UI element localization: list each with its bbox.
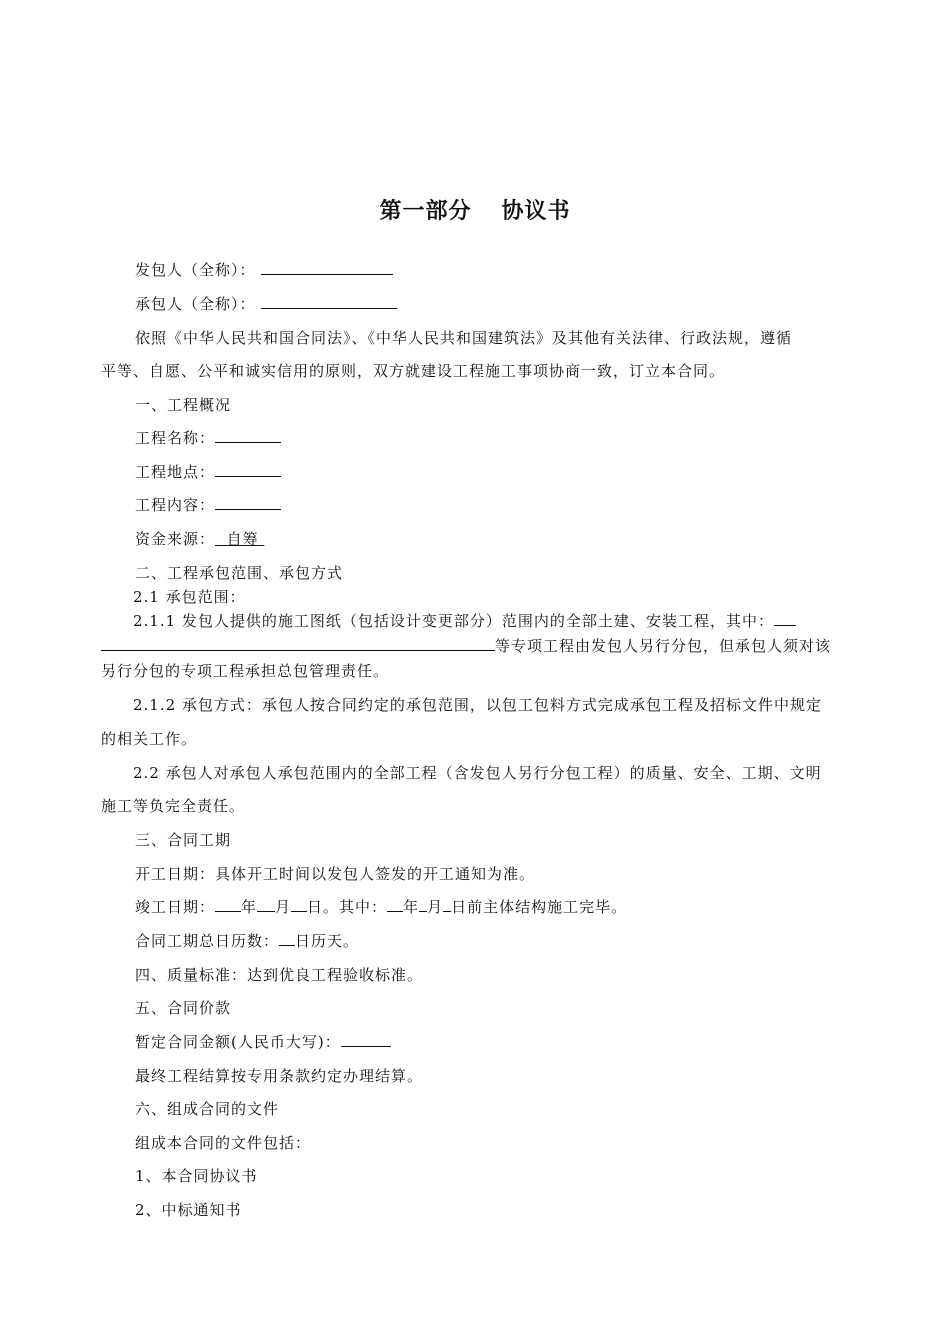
scope-heading: 2.1 承包范围： xyxy=(133,588,246,606)
contract-amount-line xyxy=(135,1032,391,1052)
project-location-label: 工程地点： xyxy=(135,463,216,481)
s211-line-1 xyxy=(133,611,796,631)
settlement-line: 最终工程结算按专用条款约定办理结算。 xyxy=(135,1067,424,1085)
finish-month-blank xyxy=(257,897,275,912)
funding-label: 资金来源： xyxy=(135,530,216,548)
s211-blank-a xyxy=(774,611,796,626)
s211-blank-b xyxy=(101,636,495,651)
structure-tail: 日前主体结构施工完毕。 xyxy=(451,898,628,916)
structure-month-unit: 月 xyxy=(427,898,444,916)
funding-value xyxy=(215,530,264,548)
basis-line-2: 平等、自愿、公平和诚实信用的原则，双方就建设工程施工事项协商一致，订立本合同。 xyxy=(101,362,726,380)
structure-day-blank xyxy=(443,897,451,912)
contract-amount-label: 暂定合同金额(人民币大写)： xyxy=(135,1033,341,1051)
s211-suffix: 等专项工程由发包人另行分包，但承包人须对该 xyxy=(495,637,832,655)
structure-month-blank xyxy=(419,897,427,912)
section2-heading: 二、工程承包范围、承包方式 xyxy=(135,564,344,582)
document-item: 2、中标通知书 xyxy=(135,1201,242,1219)
contractor-blank xyxy=(261,294,397,309)
start-date-line: 开工日期：具体开工时间以发包人签发的开工通知为准。 xyxy=(135,865,536,883)
employer-label: 发包人（全称）： xyxy=(135,261,256,279)
page-title xyxy=(0,194,950,225)
finish-year-blank xyxy=(215,897,241,912)
finish-year-unit: 年 xyxy=(241,898,258,916)
total-days-blank xyxy=(279,931,295,946)
contractor-label: 承包人（全称）： xyxy=(135,295,256,313)
section3-heading: 三、合同工期 xyxy=(135,831,232,849)
section5-heading: 五、合同价款 xyxy=(135,999,232,1017)
s212-line-2: 的相关工作。 xyxy=(101,730,198,748)
funding-value-text: 自筹 xyxy=(226,530,259,548)
document-item: 1、本合同协议书 xyxy=(135,1167,258,1185)
project-content-blank xyxy=(215,495,281,510)
project-location-blank xyxy=(215,462,281,477)
project-content-line xyxy=(135,495,281,515)
project-name-blank xyxy=(215,428,281,443)
section6-heading: 六、组成合同的文件 xyxy=(135,1100,280,1118)
funding-line xyxy=(135,529,264,549)
project-location-line xyxy=(135,462,281,482)
contract-amount-blank xyxy=(341,1032,391,1047)
s22-line-1: 2.2 承包人对承包人承包范围内的全部工程（含发包人另行分包工程）的质量、安全、工期、文明 xyxy=(133,764,822,782)
finish-day-unit: 日。其中： xyxy=(307,898,388,916)
section4-heading: 四、质量标准：达到优良工程验收标准。 xyxy=(135,966,424,984)
s211-line-2 xyxy=(101,636,831,656)
total-days-line xyxy=(135,931,359,951)
project-name-line xyxy=(135,428,281,448)
documents-intro: 组成本合同的文件包括： xyxy=(135,1134,312,1152)
s211-text: 2.1.1 发包人提供的施工图纸（包括设计变更部分）范围内的全部土建、安装工程，其中： xyxy=(133,612,774,630)
s22-line-2: 施工等负完全责任。 xyxy=(101,797,246,815)
finish-label: 竣工日期： xyxy=(135,898,216,916)
finish-date-line xyxy=(135,897,627,917)
s212-line-1: 2.1.2 承包方式：承包人按合同约定的承包范围，以包工包料方式完成承包工程及招标文件中规定 xyxy=(133,696,822,714)
total-days-tail: 日历天。 xyxy=(295,932,360,950)
basis-line-1: 依照《中华人民共和国合同法》、《中华人民共和国建筑法》及其他有关法律、行政法规，遵循 xyxy=(135,329,793,347)
finish-day-blank xyxy=(291,897,307,912)
employer-blank xyxy=(261,260,393,275)
title-part: 第一部分 xyxy=(379,198,472,224)
section1-heading: 一、工程概况 xyxy=(135,396,232,414)
finish-month-unit: 月 xyxy=(275,898,292,916)
s211-line-3: 另行分包的专项工程承担总包管理责任。 xyxy=(101,662,390,680)
structure-year-unit: 年 xyxy=(403,898,420,916)
structure-year-blank xyxy=(387,897,403,912)
employer-line xyxy=(135,260,393,280)
total-days-label: 合同工期总日历数： xyxy=(135,932,280,950)
project-content-label: 工程内容： xyxy=(135,496,216,514)
contractor-line xyxy=(135,294,397,314)
project-name-label: 工程名称： xyxy=(135,429,216,447)
title-name: 协议书 xyxy=(501,198,571,224)
